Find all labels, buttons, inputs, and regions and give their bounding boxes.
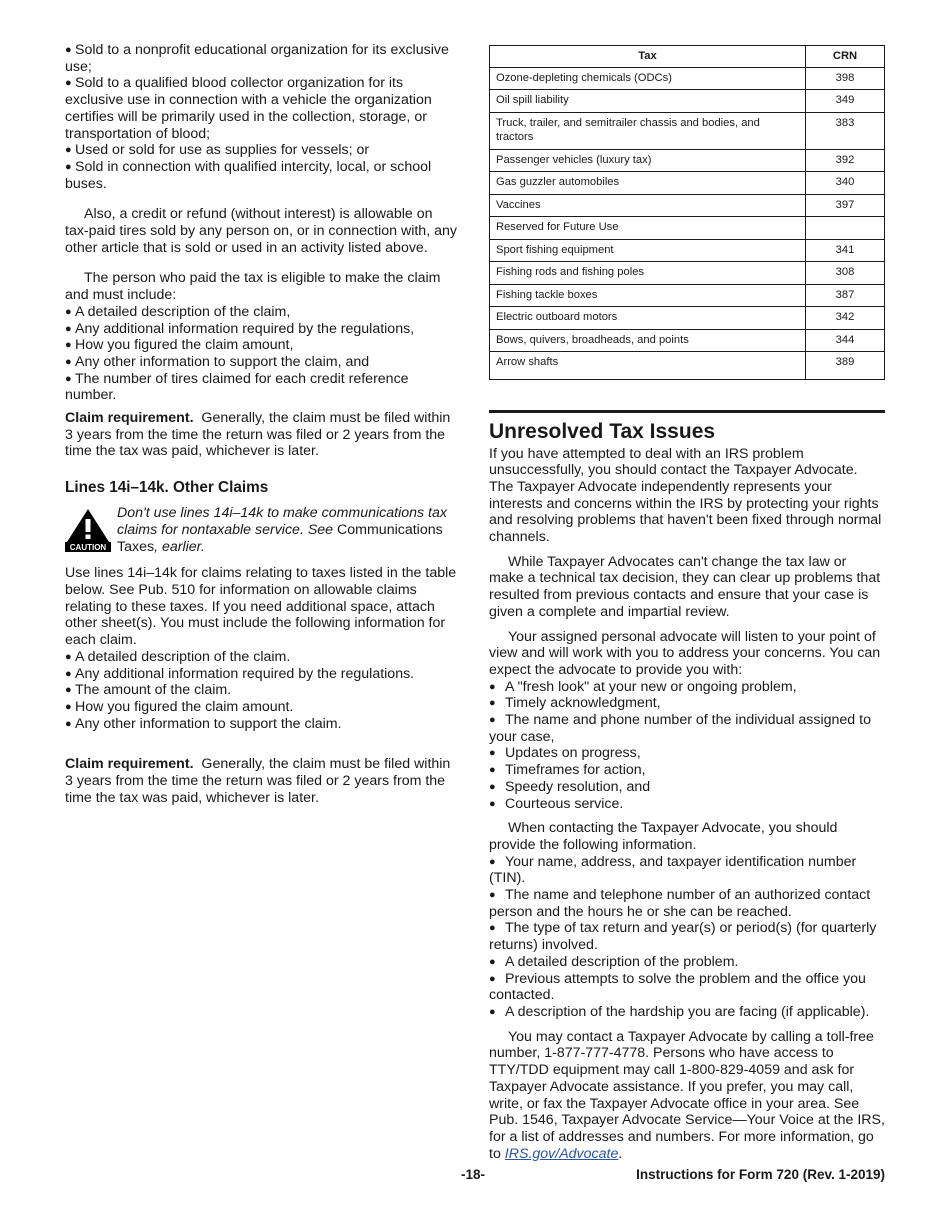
cell-crn: 383: [806, 112, 885, 149]
paragraph-eligible-person: The person who paid the tax is eligible to make the claim and must include:: [65, 270, 441, 304]
list-item: ● The name and telephone number of an authorized contact person and the hours he or she can be reached.: [489, 887, 871, 920]
bullet-icon: ●: [65, 355, 72, 368]
paragraph-personal-advocate: Your assigned personal advocate will listen to your point of view and will work with you to address your concerns. You can expect the advocate to provide you with:: [489, 628, 881, 678]
table-row: [490, 307, 885, 330]
section-heading-unresolved-tax-issues: Unresolved Tax Issues: [489, 419, 716, 443]
claim-requirement-paragraph: Claim requirement. Generally, the claim must be filed within 3 years from the time the return was filed or 2 years from the time the tax was paid, whichever is later.: [65, 756, 451, 806]
bullet-icon: ●: [65, 160, 72, 173]
crn-table: [489, 45, 885, 380]
bullet-icon: ●: [65, 372, 72, 385]
paragraph-use-lines: Use lines 14i–14k for claims relating to taxes listed in the table below. See Pub. 510 for information on allowable claims relating to these taxes. If you need additional space, attach other sheet(s). You must include the following information for each claim.: [65, 565, 457, 649]
cell-crn: 387: [806, 284, 885, 307]
bullet-icon: ●: [65, 322, 72, 335]
table-row: [490, 352, 885, 380]
page-number: -18-: [461, 1167, 486, 1182]
table-row: [490, 329, 885, 352]
table-row: [490, 217, 885, 240]
cell-tax: Sport fishing equipment: [490, 239, 806, 262]
table-row: [490, 67, 885, 90]
caution-text: Don't use lines 14i–14k to make communications tax claims for nontaxable service. See Communications Taxes, earlier.: [117, 505, 447, 555]
column-header-tax: Tax: [490, 46, 806, 68]
bullet-list-claim-info: [65, 649, 460, 733]
list-item: ● A detailed description of the claim,: [65, 303, 291, 320]
cell-crn: 308: [806, 262, 885, 285]
list-item: ● A detailed description of the problem.: [489, 953, 739, 970]
cell-crn: 349: [806, 90, 885, 113]
list-item: ● How you figured the claim amount.: [65, 698, 294, 715]
caution-icon: [65, 508, 111, 552]
paragraph-credit-refund: Also, a credit or refund (without interest) is allowable on tax-paid tires sold by any person on, or in connection with, any other article that is sold or used in an activity listed above.: [65, 206, 457, 256]
cell-crn: 342: [806, 307, 885, 330]
cell-tax: Arrow shafts: [490, 352, 806, 380]
bullet-icon: ●: [489, 797, 496, 810]
bullet-icon: ●: [489, 1006, 496, 1018]
page-footer: [65, 1167, 885, 1187]
list-item: ● A "fresh look" at your new or ongoing problem,: [489, 678, 797, 695]
cell-crn: [806, 217, 885, 240]
section-rule: [489, 410, 885, 413]
list-item: ● Any other information to support the claim, and: [65, 353, 370, 370]
cell-crn: 397: [806, 194, 885, 217]
bullet-icon: ●: [489, 764, 496, 777]
bullet-icon: ●: [489, 780, 496, 793]
table-header-row: [490, 46, 885, 68]
list-item: ● Previous attempts to solve the problem and the office you contacted.: [489, 970, 866, 1004]
bullet-icon: ●: [489, 697, 496, 710]
table-row: [490, 112, 885, 149]
claim-requirement-lead: Claim requirement.: [65, 756, 194, 773]
cell-crn: 389: [806, 352, 885, 380]
list-item: ● Your name, address, and taxpayer identification number (TIN).: [489, 853, 857, 887]
cell-tax: Ozone-depleting chemicals (ODCs): [490, 67, 806, 90]
bullet-icon: ●: [489, 889, 496, 902]
table-row: [490, 239, 885, 262]
cell-crn: 340: [806, 172, 885, 195]
cell-tax: Electric outboard motors: [490, 307, 806, 330]
bullet-icon: ●: [65, 339, 72, 352]
bullet-list-exempt-uses: [65, 42, 460, 192]
list-item: ● Sold to a qualified blood collector organization for its exclusive use in connection with a vehicle the organization certifies will be primarily used in the collection, storage, or transportation of blood;: [65, 75, 432, 142]
list-item: ● A detailed description of the claim.: [65, 648, 291, 665]
bullet-icon: ●: [489, 922, 496, 935]
list-item: ● Any additional information required by the regulations,: [65, 320, 415, 337]
list-item: ● Timely acknowledgment,: [489, 695, 661, 712]
bullet-icon: ●: [65, 77, 72, 90]
bullet-icon: ●: [489, 855, 496, 868]
cell-crn: 344: [806, 329, 885, 352]
table-row: [490, 284, 885, 307]
cell-tax: Passenger vehicles (luxury tax): [490, 149, 806, 172]
bullet-icon: ●: [65, 667, 72, 680]
bullet-icon: ●: [65, 717, 72, 730]
list-item: ● The name and phone number of the individual assigned to your case,: [489, 712, 871, 745]
bullet-icon: ●: [65, 305, 72, 318]
bullet-icon: ●: [489, 955, 496, 968]
section-heading-other-claims: Lines 14i–14k. Other Claims: [65, 479, 269, 497]
list-item: ● The amount of the claim.: [65, 682, 232, 699]
caution-note: [65, 505, 460, 555]
bullet-icon: ●: [489, 747, 496, 760]
bullet-icon: ●: [65, 700, 72, 713]
cell-tax: Oil spill liability: [490, 90, 806, 113]
paragraph-contacting-advocate: When contacting the Taxpayer Advocate, you should provide the following information.: [489, 820, 838, 853]
bullet-list-claim-contents: [65, 304, 460, 404]
cell-tax: Vaccines: [490, 194, 806, 217]
cell-tax: Fishing rods and fishing poles: [490, 262, 806, 285]
list-item: ● Timeframes for action,: [489, 762, 646, 779]
table-row: [490, 90, 885, 113]
bullet-icon: ●: [489, 972, 496, 985]
list-item: ● Sold in connection with qualified intercity, local, or school buses.: [65, 158, 432, 192]
cell-crn: 398: [806, 67, 885, 90]
bullet-icon: ●: [65, 650, 72, 663]
bullet-icon: ●: [65, 144, 72, 157]
bullet-icon: ●: [489, 714, 496, 727]
claim-requirement-paragraph: Claim requirement. Generally, the claim must be filed within 3 years from the time the return was filed or 2 years from the time the tax was paid, whichever is later.: [65, 410, 451, 460]
cell-tax: Truck, trailer, and semitrailer chassis and bodies, and tractors: [490, 112, 806, 149]
irs-advocate-link[interactable]: IRS.gov/Advocate: [504, 1145, 619, 1162]
table-row: [490, 172, 885, 195]
list-item: ● Any other information to support the claim.: [65, 715, 342, 732]
list-item: ● Updates on progress,: [489, 745, 641, 762]
cell-tax: Reserved for Future Use: [490, 217, 806, 240]
cell-crn: 341: [806, 239, 885, 262]
claim-requirement-lead: Claim requirement.: [65, 410, 194, 427]
list-item: ● A description of the hardship you are facing (if applicable).: [489, 1004, 870, 1020]
cell-tax: Fishing tackle boxes: [490, 284, 806, 307]
list-item: ● Courteous service.: [489, 795, 624, 812]
table-row: [490, 194, 885, 217]
paragraph-advocate-limits: While Taxpayer Advocates can't change the tax law or make a technical tax decision, they can clear up problems that resulted from previous contacts and ensure that your case is given a complete and impartial review.: [489, 553, 881, 620]
list-item: ● The type of tax return and year(s) or period(s) (for quarterly returns) involved.: [489, 920, 877, 954]
list-item: ● Any additional information required by the regulations.: [65, 665, 415, 682]
list-item: ● Used or sold for use as supplies for vessels; or: [65, 142, 370, 159]
list-item: ● The number of tires claimed for each credit reference number.: [65, 370, 409, 404]
list-item: ● How you figured the claim amount,: [65, 337, 294, 354]
bullet-list-advocate-provides: [489, 679, 885, 813]
paragraph-contact-phone: You may contact a Taxpayer Advocate by calling a toll-free number, 1-877-777-4778. Persons who have access to TTY/TDD equipment may call 1-800-829-4059 and ask for Taxpayer Advocate assistance. If you prefer, you may call, write, or fax the Taxpayer Advocate office in your area. See Pub. 1546, Taxpayer Advocate Service—Your Voice at the IRS, for a list of addresses and numbers. For more information, go to IRS.gov/Advocate.: [489, 1028, 885, 1162]
left-column: [65, 42, 460, 806]
bullet-list-contact-info: [489, 854, 885, 1021]
column-header-crn: CRN: [806, 46, 885, 68]
cell-tax: Bows, quivers, broadheads, and points: [490, 329, 806, 352]
bullet-icon: ●: [65, 684, 72, 697]
list-item: ● Sold to a nonprofit educational organization for its exclusive use;: [65, 42, 449, 75]
bullet-icon: ●: [489, 680, 496, 693]
caution-label: CAUTION: [69, 543, 107, 553]
paragraph-taxpayer-advocate-intro: If you have attempted to deal with an IRS problem unsuccessfully, you should contact the Taxpayer Advocate. The Taxpayer Advocate independently represents your interests and concerns within the IRS by protecting your rights and resolving problems that haven't been fixed through normal channels.: [489, 445, 882, 546]
list-item: ● Speedy resolution, and: [489, 778, 651, 795]
table-row: [490, 262, 885, 285]
cell-tax: Gas guzzler automobiles: [490, 172, 806, 195]
cell-crn: 392: [806, 149, 885, 172]
right-column: [489, 45, 885, 1162]
bullet-icon: ●: [65, 44, 72, 56]
table-row: [490, 149, 885, 172]
document-title: Instructions for Form 720 (Rev. 1-2019): [636, 1167, 885, 1182]
